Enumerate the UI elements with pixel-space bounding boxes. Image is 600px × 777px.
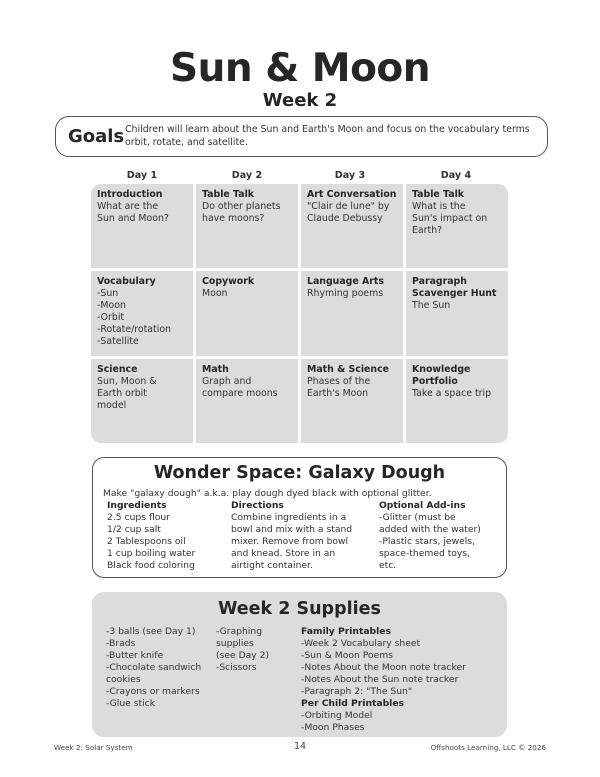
grid-cell [91,271,193,355]
cell-title: Table Talk [412,189,465,200]
cell-body: What is the Sun's impact on Earth? [412,201,488,236]
goals-text: Children will learn about the Sun and Earth's Moon and focus on the vocabulary terms orbit, rotate, and satellite. [125,124,530,148]
grid-cell [406,271,508,355]
goals-box [55,116,548,157]
cell-title: Science [97,363,138,375]
cell-body: Phases of the Earth's Moon [307,375,371,399]
family-printables-list: -Week 2 Vocabulary sheet -Sun & Moon Poems -Notes About the Moon note tracker -Notes About the Sun note tracker -Paragraph 2: "The Sun" [301,638,466,697]
cell-title: Art Conversation [307,189,397,200]
ingredients-list: 2.5 cups flour 1/2 cup salt 2 Tablespoons oil 1 cup boiling water Black food coloring [107,512,196,571]
grid-cell [196,271,298,355]
cell-body: Take a space trip [412,387,492,399]
day-header-2: Day 2 [231,170,263,181]
cell-body: What are the Sun and Moon? [97,201,169,224]
day-header-4: Day 4 [440,170,472,181]
cell-title: Table Talk [202,189,255,200]
grid-cell [406,359,508,443]
addins-list: -Glitter (must be added with the water) -Plastic stars, jewels, space-themed toys, etc. [379,512,481,571]
grid-cell [196,184,298,268]
cell-title: Copywork [202,276,255,288]
cell-title: Math & Science [307,363,389,375]
page-subtitle: Week 2 [262,90,338,111]
cell-body: Sun, Moon & Earth orbit model [97,375,157,411]
cell-title: Vocabulary [97,276,156,288]
cell-title: Paragraph Scavenger Hunt [412,276,497,300]
cell-title: Math [202,363,229,375]
grid-cell [301,359,403,443]
grid-cell [301,184,403,268]
cell-body: Do other planets have moons? [202,201,281,224]
day-header-3: Day 3 [334,170,366,181]
grid-cell [301,271,403,355]
supplies-title: Week 2 Supplies [218,599,381,619]
grid-cell [406,184,508,268]
supplies-list-1: -3 balls (see Day 1) -Brads -Butter knife -Chocolate sandwich cookies -Crayons or markers -Glue stick [106,626,202,709]
directions-text: Combine ingredients in a bowl and mix with a stand mixer. Remove from bowl and knead. Store in an airtight container. [231,512,353,571]
supplies-box [92,592,507,737]
cell-body: Moon [202,288,228,300]
cell-body: "Clair de lune" by Claude Debussy [307,201,390,224]
grid-cell [91,359,193,443]
cell-body: The Sun [412,300,451,312]
wonder-title: Wonder Space: Galaxy Dough [153,463,446,483]
goals-label: Goals [68,126,125,147]
wonder-space-box [92,457,507,578]
page-number: 14 [293,741,307,752]
cell-title: Knowledge Portfolio [412,363,471,387]
directions-column [231,500,352,572]
addins-heading: Optional Add-ins [379,500,466,511]
schedule-grid [91,184,508,443]
cell-title: Introduction [97,189,163,200]
child-printables-list: -Orbiting Model -Moon Phases [301,710,373,733]
footer-right: Offshoots Learning, LLC © 2026 [430,743,546,752]
cell-body: Graph and compare moons [202,375,278,399]
day-header-1: Day 1 [126,170,158,181]
family-printables-heading: Family Printables [301,626,391,637]
supplies-list-2: -Graphing supplies (see Day 2) -Scissors [216,626,270,673]
ingredients-heading: Ingredients [107,500,167,511]
footer-left: Week 2: Solar System [54,743,133,752]
grid-cell [91,184,193,268]
ingredients-column [107,500,195,572]
grid-cell [196,359,298,443]
cell-body: Rhyming poems [307,288,384,300]
addins-column [379,500,481,572]
cell-title: Language Arts [307,276,384,288]
wonder-intro: Make "galaxy dough" a.k.a. play dough dyed black with optional glitter. [103,488,432,499]
cell-body: -Sun -Moon -Orbit -Rotate/rotation -Satellite [97,288,171,348]
child-printables-heading: Per Child Printables [301,698,405,709]
printables-column [301,626,466,734]
directions-heading: Directions [231,500,284,511]
page-title: Sun & Moon [170,46,430,91]
